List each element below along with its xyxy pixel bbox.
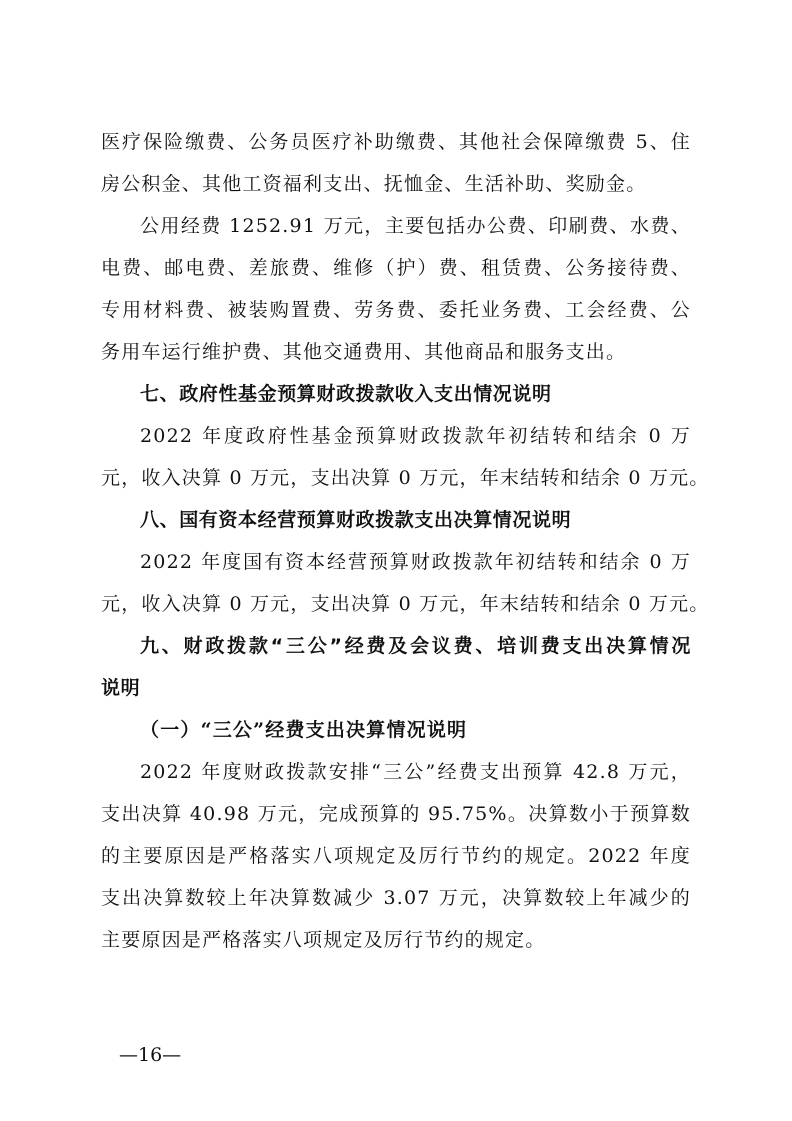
section-heading-9: 九、财政拨款“三公”经费及会议费、培训费支出决算情况 — [140, 635, 691, 657]
body-line: 支出决算数较上年决算数减少 3.07 万元，决算数较上年减少的 — [101, 887, 691, 909]
body-line: 公用经费 1252.91 万元，主要包括办公费、印刷费、水费、 — [140, 215, 691, 237]
section-heading-7: 七、政府性基金预算财政拨款收入支出情况说明 — [140, 383, 552, 405]
body-line: 房公积金、其他工资福利支出、抚恤金、生活补助、奖励金。 — [101, 173, 647, 195]
section-heading-9-continued: 说明 — [101, 677, 141, 699]
body-line: 务用车运行维护费、其他交通费用、其他商品和服务支出。 — [101, 341, 627, 363]
section-heading-8: 八、国有资本经营预算财政拨款支出决算情况说明 — [140, 509, 572, 531]
body-line: 支出决算 40.98 万元，完成预算的 95.75%。决算数小于预算数 — [101, 803, 691, 825]
body-line: 2022 年度国有资本经营预算财政拨款年初结转和结余 0 万 — [140, 551, 691, 573]
body-line: 元，收入决算 0 万元，支出决算 0 万元，年末结转和结余 0 万元。 — [101, 593, 710, 615]
body-line: 2022 年度政府性基金预算财政拨款年初结转和结余 0 万 — [140, 425, 691, 447]
body-line: 2022 年度财政拨款安排“三公”经费支出预算 42.8 万元， — [140, 761, 691, 783]
body-line: 元，收入决算 0 万元，支出决算 0 万元，年末结转和结余 0 万元。 — [101, 467, 710, 489]
body-line: 专用材料费、被装购置费、劳务费、委托业务费、工会经费、公 — [101, 299, 691, 321]
page-number: —16— — [119, 1044, 182, 1066]
subsection-heading: （一）“三公”经费支出决算情况说明 — [140, 719, 468, 741]
body-line: 电费、邮电费、差旅费、维修（护）费、租赁费、公务接待费、 — [101, 257, 691, 279]
body-line: 主要原因是严格落实八项规定及厉行节约的规定。 — [101, 929, 546, 951]
body-line: 的主要原因是严格落实八项规定及厉行节约的规定。2022 年度 — [101, 845, 691, 867]
body-line: 医疗保险缴费、公务员医疗补助缴费、其他社会保障缴费 5、住 — [101, 131, 691, 153]
